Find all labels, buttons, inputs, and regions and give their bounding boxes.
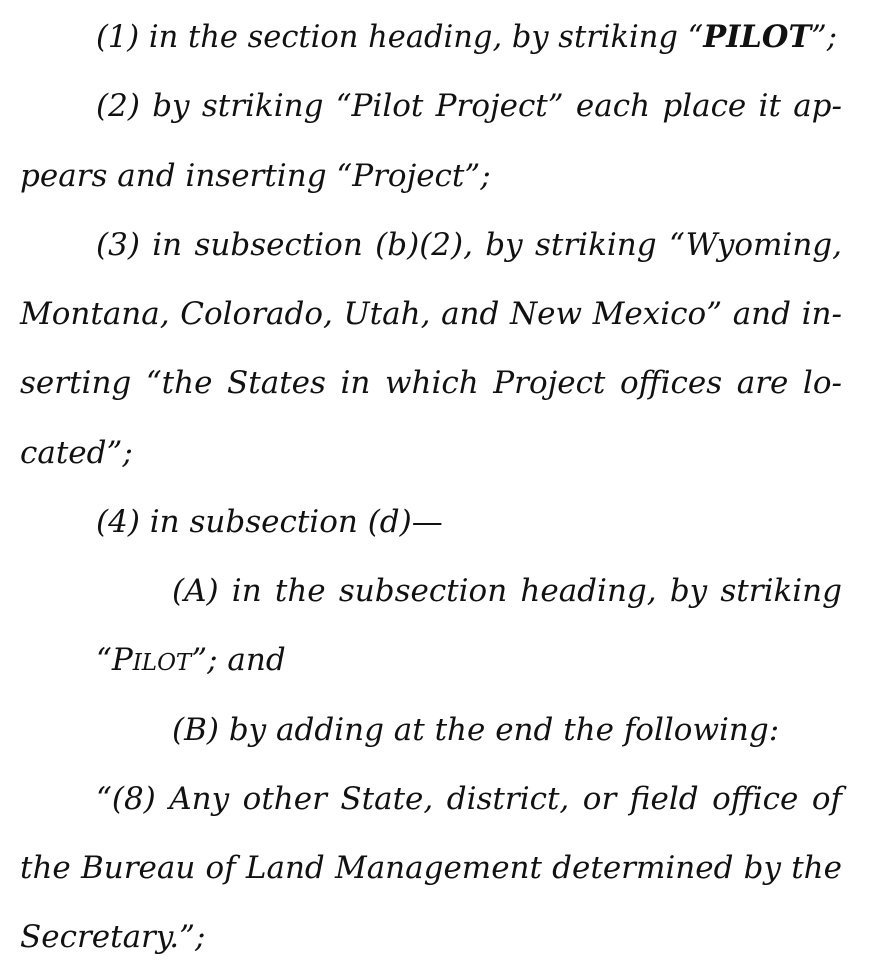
item-8-line-3: Secretary.”; <box>20 919 206 955</box>
item-1-line <box>96 14 842 60</box>
item-3-line-1: (3) in subsection (b)(2), by striking “Wyoming, <box>96 227 842 263</box>
item-a-line-2 <box>96 637 842 683</box>
item-a-line-1: (A) in the subsection heading, by striking <box>172 573 842 609</box>
item-2-line-2: pears and inserting “Project”; <box>20 158 491 194</box>
item-3-line-3: serting “the States in which Project offices are lo- <box>20 365 842 401</box>
item-3-line-2: Montana, Colorado, Utah, and New Mexico” and in- <box>20 296 842 332</box>
item-1-bold-word: PILOT <box>703 19 812 55</box>
item-2-line-1: (2) by striking “Pilot Project” each place it ap- <box>96 88 842 124</box>
item-1-text: (1) in the section heading, by striking “ <box>96 20 704 55</box>
item-3-line-4: cated”; <box>20 435 133 471</box>
item-1-close: ”; <box>811 20 838 55</box>
item-b-line-1: (B) by adding at the end the following: <box>172 712 780 748</box>
item-8-line-2: the Bureau of Land Management determined by the <box>20 850 842 886</box>
item-a-smallcaps-rest: ILOT <box>132 650 192 676</box>
item-4-line-1: (4) in subsection (d)— <box>96 504 443 540</box>
item-8-line-1: “(8) Any other State, district, or field office of <box>96 781 842 817</box>
item-a-close: ”; and <box>191 642 286 678</box>
item-a-open-quote: “ <box>96 642 112 678</box>
item-a-smallcaps-initial: P <box>111 642 133 678</box>
